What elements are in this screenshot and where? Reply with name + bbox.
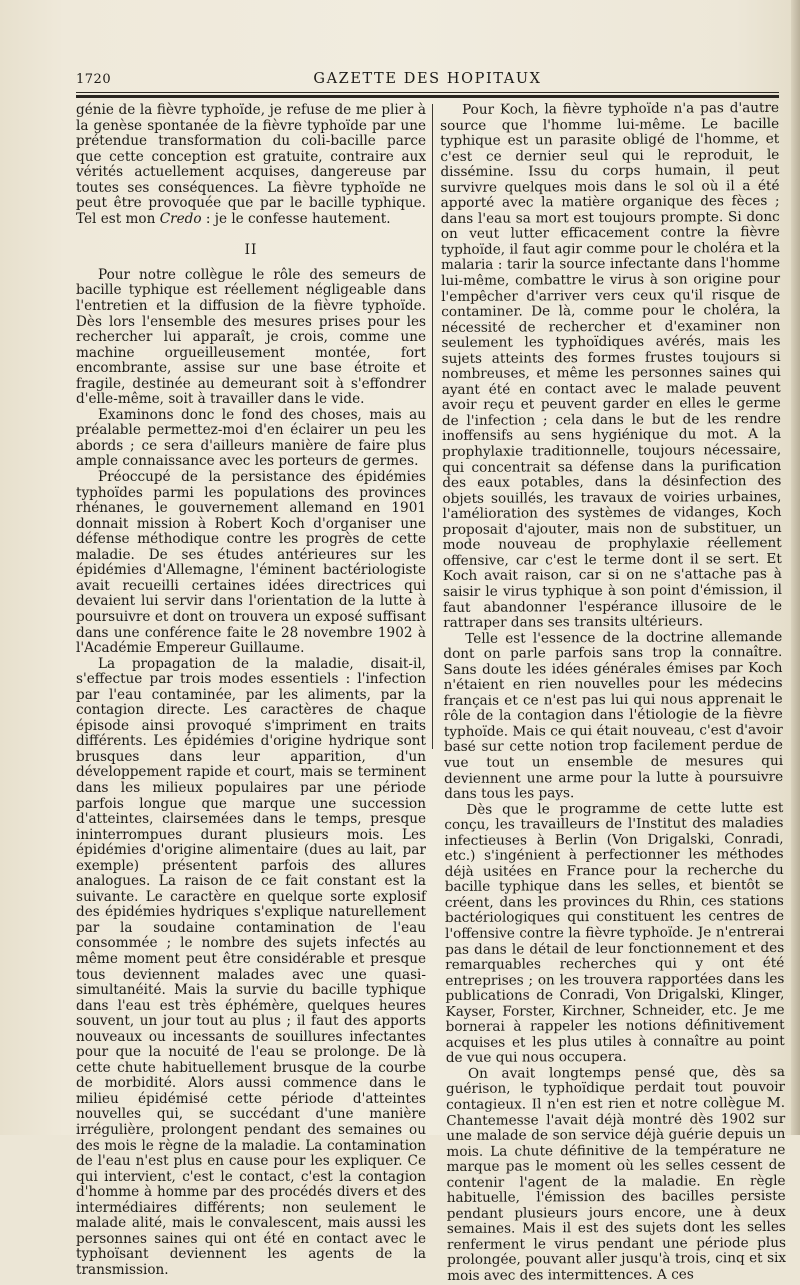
opening-text-end: : je le confesse hautement. [201, 210, 391, 227]
page-edge-shadow [791, 0, 800, 1135]
page-header [76, 70, 779, 92]
header-rule-thick [76, 95, 779, 98]
journal-title: GAZETTE DES HOPITAUX [313, 71, 542, 87]
left-paragraph-2: Examinons donc le fond des choses, mais au préalable permettez-moi d'en éclairer un peu les abords ; ce sera d'ailleurs manière de faire plus ample connaissance avec les porteurs de germes. [76, 406, 426, 470]
left-paragraph-1: Pour notre collègue le rôle des semeurs de bacille typhique est réellement négligeable dans l'entretien et la diffusion de la fièvre typhoïde. Dès lors l'ensemble des mesures prises pour les rechercher lui apparaît, je crois, comme une machine orgueilleusement montée, fort encombrante, assise sur une base étroite et fragile, destinée au demeurant soit à s'effondrer d'elle-même, soit à travailler dans le vide. [76, 266, 426, 408]
page-number: 1720 [76, 72, 112, 87]
right-column [440, 101, 786, 1285]
right-paragraph-4: On avait longtemps pensé que, dès sa guérison, le typhoïdique perdait tout pouvoir contagieux. Il n'en est rien et notre collègue M. Chantemesse l'avait déjà montré dès 1902 sur une malade de son service déjà guérie depuis un mois. La chute définitive de la température ne marque pas le moment où les selles cessent de contenir l'agent de la maladie. En règle habituelle, l'émission des bacilles persiste pendant plusieurs jours encore, une à deux semaines. Mais il est des sujets dont les selles renferment le virus pendant une période plus prolongée, pouvant aller jusqu'à trois, cinq et six mois avec des intermittences. A ces [445, 1063, 787, 1284]
opening-paragraph [76, 103, 426, 227]
left-paragraph-3: Préoccupé de la persistance des épidémies typhoïdes parmi les populations des provinces rhénanes, le gouvernement allemand en 1901 donnait mission à Robert Koch d'organiser une défense méthodique contre les progrès de cette maladie. De ses études antérieures sur les épidémies d'Allemagne, l'éminent bactériologiste avait recueilli certaines idées directrices qui devaient lui servir dans l'orientation de la lutte à poursuivre et dont on trouvera un exposé suffisant dans une conférence faite le 28 novembre 1902 à l'Académie Empereur Guillaume. [76, 469, 426, 657]
section-heading-ii: II [244, 242, 258, 259]
right-paragraph-3: Dès que le programme de cette lutte est conçu, les travailleurs de l'Institut des maladies infectieuses à Berlin (Von Drigalski, Conradi, etc.) s'ingénient à perfectionner les méthodes déjà usitées en France pour la recherche du bacille typhique dans les selles, et bientôt se créent, dans les provinces du Rhin, ces stations bactériologiques qui constituent les centres de l'offensive contre la fièvre typhoïde. Je n'entrerai pas dans le détail de leur fonctionnement et des remarquables recherches qui y ont été entreprises ; on les trouvera rapportées dans les publications de Conradi, Von Drigalski, Klinger, Kayser, Forster, Kirchner, Schneider, etc. Je me bornerai à rappeler les notions définitivement acquises et les plus utiles à connaître au point de vue qui nous occupera. [444, 799, 785, 1067]
credo-word: Credo [159, 210, 202, 227]
opening-text: génie de la fièvre typhoïde, je refuse de me plier à la genèse spontanée de la fièvre typhoïde par une prétendue transformation du coli-bacille parce que cette conception est gratuite, contraire aux vérités actuellement acquises, dangereuse par toutes ses conséquences. La fièvre typhoïde ne peut être provoquée que par le bacille typhique. Tel est mon [76, 102, 426, 227]
left-column [76, 103, 426, 1278]
right-paragraph-1: Pour Koch, la fièvre typhoïde n'a pas d'autre source que l'homme lui-même. Le bacille typhique est un parasite obligé de l'homme, et c'est ce dernier seul qui le reproduit, le dissémine. Issu du corps humain, il peut survivre quelques mois dans le sol où il a été apporté avec la matière organique des fèces ; dans l'eau sa mort est toujours prompte. Si donc on veut lutter efficacement contre la fièvre typhoïde, il faut agir comme pour le choléra et la malaria : tarir la source infectante dans l'homme lui-même, combattre le virus à son origine pour l'empêcher d'arriver vers ceux qu'il risque de contaminer. De là, comme pour le choléra, la nécessité de rechercher et d'examiner non seulement les typhoïdiques avérés, mais les sujets atteints des formes frustes toujours si nombreuses, et même les personnes saines qui ayant été en contact avec le malade peuvent avoir reçu et peuvent garder en elles le germe de l'infection ; cela dans le but de les rendre inoffensifs au sens hygiénique du mot. A la prophylaxie traditionnelle, toujours nécessaire, qui concentrait sa défense dans la purification des eaux potables, dans la désinfection des objets souillés, les travaux de voiries urbaines, l'amélioration des systèmes de vidanges, Koch proposait d'ajouter, mais non de substituer, un mode nouveau de prophylaxie réellement offensive, car c'est le terme dont il se sert. Et Koch avait raison, car si on ne s'attache pas à saisir le virus typhique à son point d'émission, il faut abandonner l'espérance illusoire de le rattraper dans ses transits ultérieurs. [440, 99, 783, 632]
left-paragraph-4: La propagation de la maladie, disait-il, s'effectue par trois modes essentiels : l'infection par l'eau contaminée, par les aliments, par la contagion directe. Les caractères de chaque épisode ainsi provoqué s'impriment en traits différents. Les épidémies d'origine hydrique sont brusques dans leur apparition, d'un développement rapide et court, mais se terminent dans les milieux populaires par une période parfois longue que marque une succession d'atteintes, clairsemées dans le temps, presque ininterrompues durant plusieurs mois. Les épidémies d'origine alimentaire (dues au lait, par exemple) présentent parfois des allures analogues. La raison de ce fait constant est la suivante. Le caractère en quelque sorte explosif des épidémies hydriques s'explique naturellement par la soudaine contamination de l'eau consommée ; le nombre des sujets infectés au même moment peut être considérable et presque tous deviennent malades avec une quasi-simultanéité. Mais la survie du bacille typhique dans l'eau est très éphémère, quelques heures souvent, un jour tout au plus ; il faut des apports nouveaux ou incessants de souillures infectantes pour que la nocuité de l'eau se prolonge. De là cette chute habituellement brusque de la courbe de morbidité. Alors aussi commence dans le milieu épidémisé cette période d'atteintes nouvelles qui, se succédant d'une manière irrégulière, prolongent pendant des semaines ou des mois le règne de la maladie. La contamination de l'eau n'est plus en cause pour les expliquer. Ce qui intervient, c'est le contact, c'est la contagion d'homme à homme par des procédés divers et des intermédiaires différents; non seulement le malade alité, mais le convalescent, mais aussi les personnes saines qui ont été en contact avec le typhoïsant deviennent les agents de la transmission. [76, 655, 426, 1278]
header-rule-thin [76, 92, 779, 93]
column-divider [432, 104, 433, 749]
right-paragraph-2: Telle est l'essence de la doctrine allemande dont on parle parfois sans trop la connaître. Sans doute les idées générales émises par Koch n'étaient en rien nouvelles pour les médecins français et ce n'est pas lui qui nous apprenait le rôle de la contagion dans l'étiologie de la fièvre typhoïde. Mais ce qui était nouveau, c'est d'avoir basé sur cette notion trop facilement perdue de vue tout un ensemble de mesures qui deviennent une arme pour la lutte à poursuivre dans tous les pays. [443, 628, 784, 803]
